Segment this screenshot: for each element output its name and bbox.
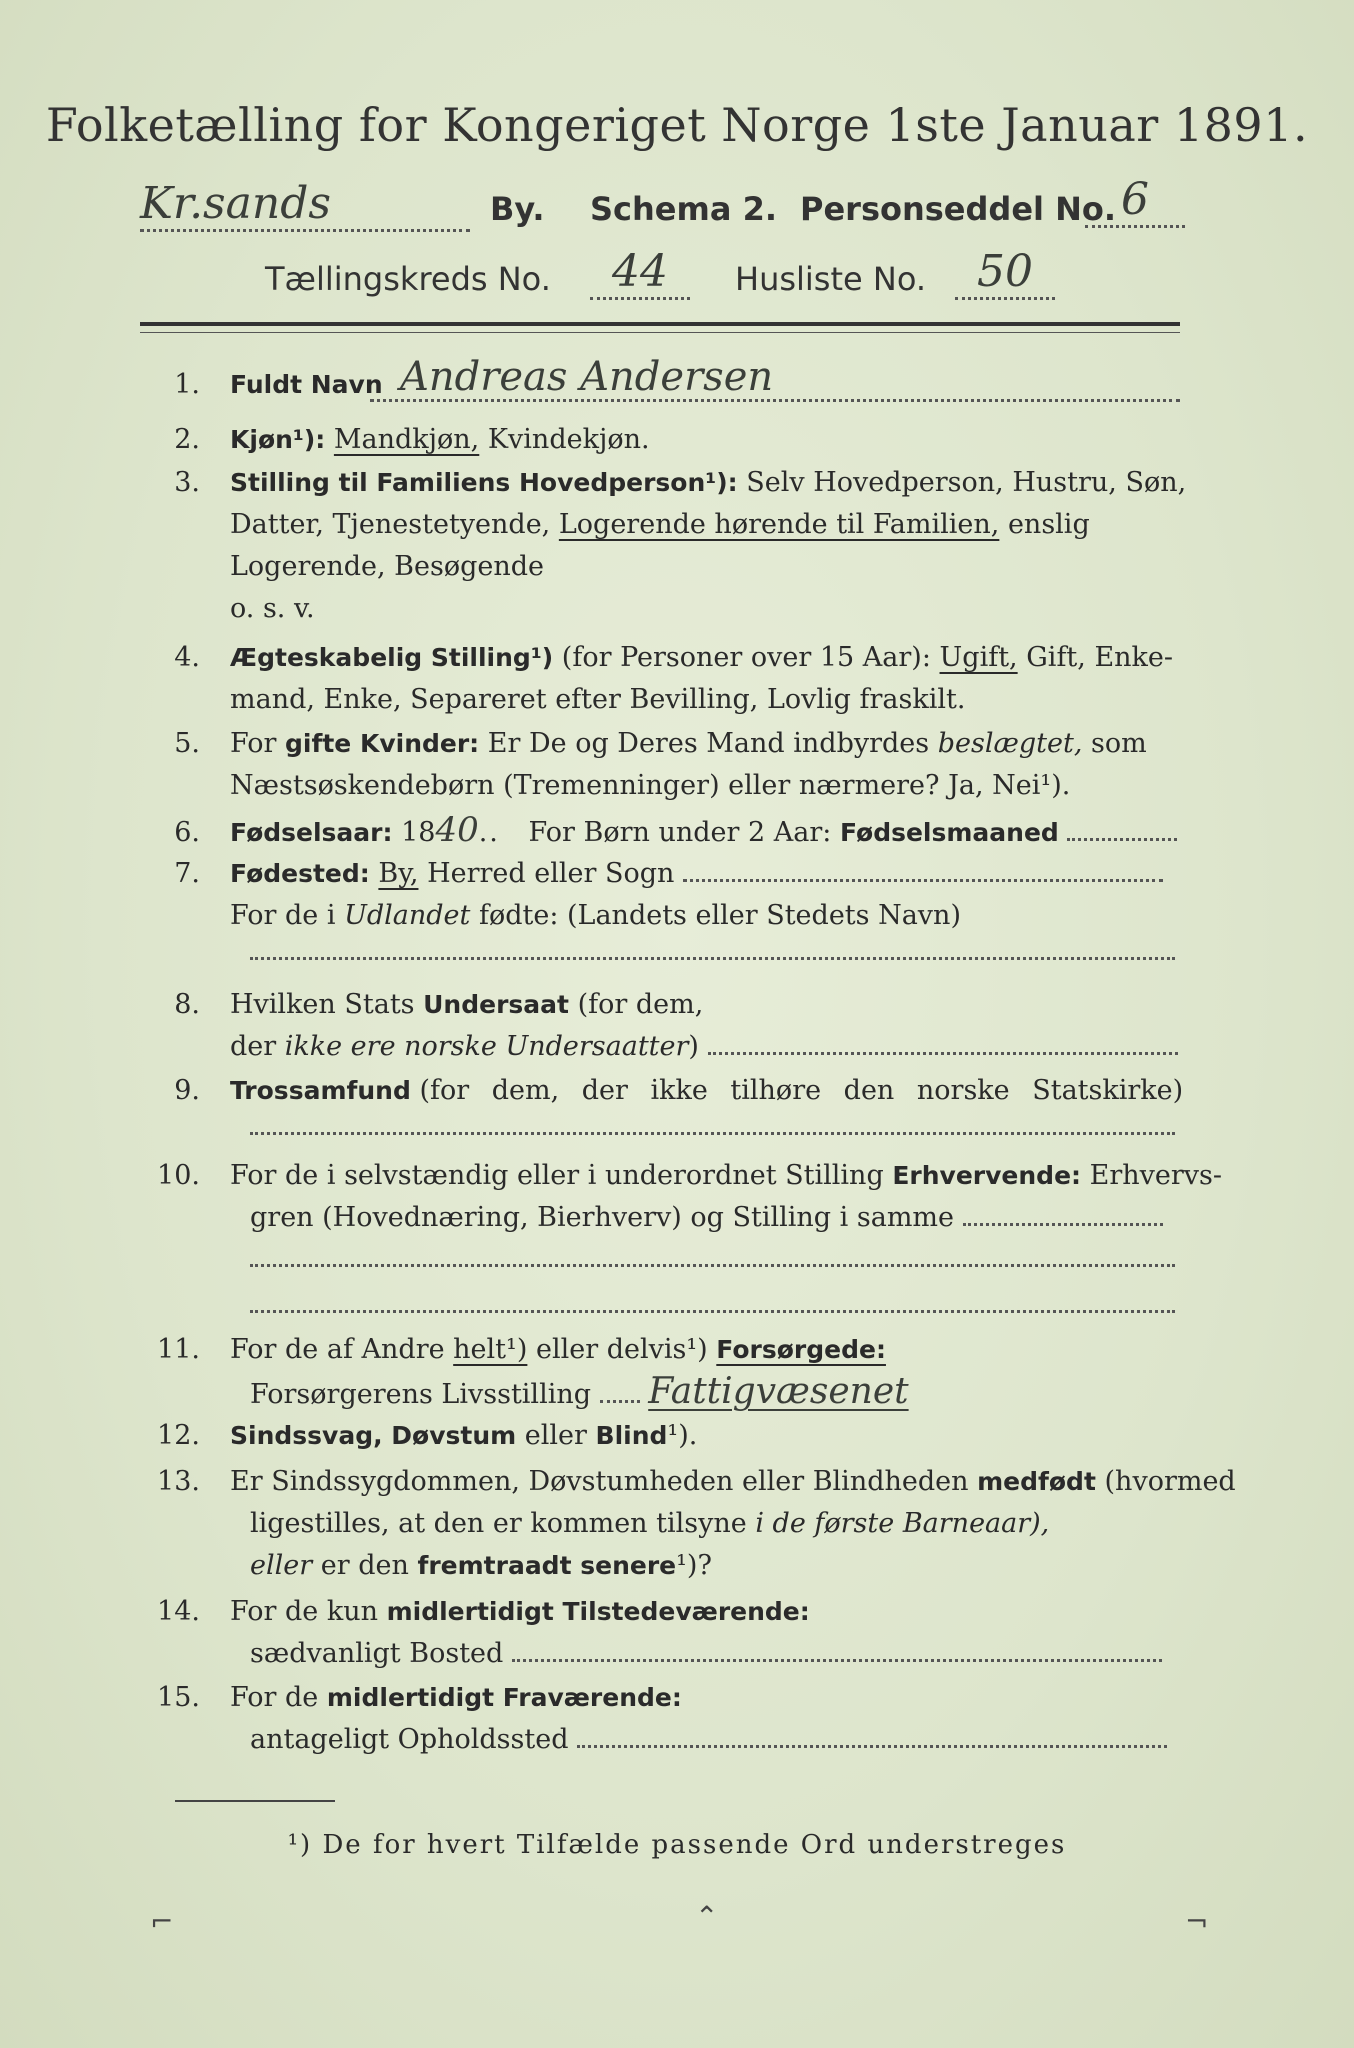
question-10-line-2 [140, 1198, 1180, 1238]
question-15-line-2 [140, 1720, 1180, 1760]
corner-mark-center: ⌃ [695, 1900, 719, 1933]
q10-label: Erhvervende: [892, 1161, 1082, 1190]
q6-birth-year: 40 [435, 810, 479, 850]
q4-option-ugift: Ugift, [939, 642, 1018, 673]
q5-text-1a: For [230, 728, 277, 759]
q2-option-female: Kvindekjøn. [487, 424, 650, 455]
corner-mark-left: ⌐ [150, 1905, 174, 1938]
q15-fill-line [577, 1725, 1167, 1748]
question-14-line-2 [140, 1634, 1180, 1674]
q13-italic-2: eller [250, 1550, 313, 1581]
question-12 [140, 1416, 1180, 1456]
q10-number: 10. [157, 1160, 200, 1191]
q12-label-2: Blind [595, 1421, 668, 1450]
q1-label: Fuldt Navn [230, 370, 383, 399]
kreds-husliste-line [140, 248, 1200, 308]
q5-number: 5. [174, 728, 200, 759]
kreds-label: Tællingskreds No. [265, 260, 551, 298]
q1-answer: Andreas Andersen [400, 354, 774, 400]
q8-fill-line [708, 1032, 1178, 1055]
city-schema-line [140, 174, 1200, 238]
q12-label: Sindssvag, Døvstum [230, 1421, 517, 1450]
q7-fill-line [683, 859, 1163, 882]
q13-text-1a: Er Sindssygdommen, Døvstumheden eller Blindheden [230, 1466, 969, 1497]
q8-text-2b: ) [688, 1031, 699, 1062]
corner-mark-right: ¬ [1185, 1905, 1209, 1938]
q3-text-3: Logerende, Besøgende [230, 551, 544, 582]
question-5 [140, 724, 1180, 764]
q4-text-1b: Gift, Enke- [1026, 642, 1174, 673]
q10-text-1a: For de i selvstændig eller i underordnet Stilling [230, 1160, 884, 1191]
question-4 [140, 638, 1180, 678]
question-1 [140, 354, 1180, 405]
q15-number: 15. [157, 1682, 200, 1713]
q8-text-1b: (for dem, [577, 989, 704, 1020]
q14-number: 14. [157, 1596, 200, 1627]
q6-prefix: 18 [401, 817, 436, 848]
q7-text-2a: For de i [230, 900, 336, 931]
q10-blank-line-1 [250, 1262, 1175, 1267]
q12-text: eller [524, 1420, 587, 1451]
q6-number: 6. [174, 817, 200, 848]
question-3 [140, 463, 1187, 503]
q3-text-1: Selv Hovedperson, Hustru, Søn, [746, 467, 1187, 498]
q13-italic: i de første Barneaar), [755, 1508, 1050, 1539]
q8-number: 8. [174, 989, 200, 1020]
q9-number: 9. [174, 1075, 200, 1106]
q13-label: medfødt [977, 1467, 1096, 1496]
question-13-line-3 [140, 1546, 1180, 1586]
q3-text-2c: enslig [1007, 509, 1090, 540]
header-rule-thin [140, 332, 1180, 333]
question-6: 6. Fødselsaar: 1840.. For Børn under 2 Aar: Fødselsmaaned [140, 810, 1180, 853]
q2-number: 2. [174, 424, 200, 455]
q6-text: For Børn under 2 Aar: [528, 817, 832, 848]
q1-fill-line [370, 379, 1180, 402]
q7-text-1: Herred eller Sogn [427, 858, 675, 889]
q7-option-by: By, [378, 858, 419, 889]
q11-fill-line [600, 1380, 640, 1403]
q5-text-1b: Er De og Deres Mand indbyrdes [487, 728, 930, 759]
q15-text-1: For de [230, 1682, 319, 1713]
q11-option-helt: helt¹) [453, 1334, 528, 1365]
q5-text-1c: som [1091, 728, 1147, 759]
schema-label: Schema 2. [590, 190, 777, 228]
question-7 [140, 854, 1180, 894]
q11-label: Forsørgede: [716, 1335, 886, 1364]
q15-label: midlertidigt Fraværende: [326, 1683, 682, 1712]
q10-fill-line [963, 1203, 1163, 1226]
question-9 [140, 1071, 1184, 1111]
footnote: ¹) De for hvert Tilfælde passende Ord understreges [287, 1830, 1067, 1860]
q5-label: gifte Kvinder: [285, 729, 480, 758]
q14-label: midlertidigt Tilstedeværende: [386, 1597, 810, 1626]
q4-label: Ægteskabelig Stilling¹) [230, 643, 554, 672]
question-11-line-2 [140, 1372, 1180, 1415]
q15-text-2: antageligt Opholdssted [250, 1724, 569, 1755]
q8-label: Undersaat [423, 990, 569, 1019]
q11-text-2: Forsørgerens Livsstilling [250, 1379, 592, 1410]
q9-label: Trossamfund [230, 1076, 411, 1105]
kreds-number: 44 [590, 246, 690, 300]
q4-number: 4. [174, 642, 200, 673]
q3-text-4: o. s. v. [230, 593, 315, 624]
q1-number: 1. [174, 369, 200, 400]
husliste-label: Husliste No. [735, 260, 926, 298]
q4-text-2: mand, Enke, Separeret efter Bevilling, Lovlig fraskilt. [230, 684, 966, 715]
header-rule [140, 322, 1180, 326]
question-10 [140, 1156, 1223, 1196]
q13-text-1b: (hvormed [1104, 1466, 1236, 1497]
q7-italic: Udlandet [344, 900, 471, 931]
question-8-line-2 [140, 1027, 1180, 1067]
q3-label: Stilling til Familiens Hovedperson¹): [230, 468, 738, 497]
q11-text-1a: For de af Andre [230, 1334, 445, 1365]
q13-label-2: fremtraadt senere [417, 1551, 677, 1580]
q2-option-male: Mandkjøn, [333, 424, 480, 455]
q7-text-2b: fødte: (Landets eller Stedets Navn) [478, 900, 961, 931]
q12-tail: ¹). [667, 1420, 698, 1451]
personseddel-label: Personseddel No. [800, 190, 1117, 228]
question-13-line-2 [140, 1504, 1180, 1544]
q6-fill-line [1067, 818, 1177, 841]
question-15 [140, 1678, 1180, 1718]
q8-text-1a: Hvilken Stats [230, 989, 415, 1020]
city-handwritten: Kr.sands [140, 178, 470, 232]
question-5-line-2 [140, 766, 1180, 806]
q5-text-2: Næstsøskendebørn (Tremenninger) eller nærmere? Ja, Nei¹). [230, 770, 1071, 801]
by-label: By. [490, 190, 545, 228]
q6-label: Fødselsaar: [230, 818, 393, 847]
footnote-rule [175, 1800, 335, 1802]
q14-fill-line [512, 1639, 1162, 1662]
question-13 [140, 1462, 1236, 1502]
question-3-line-4 [140, 589, 1180, 629]
question-2 [140, 420, 1180, 460]
q14-text-1: For de kun [230, 1596, 378, 1627]
question-3-line-3 [140, 547, 1180, 587]
q14-text-2: sædvanligt Bosted [250, 1638, 504, 1669]
q13-text-3b: ¹)? [676, 1550, 712, 1581]
question-14 [140, 1592, 1180, 1632]
husliste-number: 50 [955, 246, 1055, 300]
q13-number: 13. [157, 1466, 200, 1497]
q9-text: (for dem, der ikke tilhøre den norske Statskirke) [419, 1075, 1184, 1106]
q2-label: Kjøn¹): [230, 425, 326, 454]
question-4-line-2 [140, 680, 1180, 720]
q7-number: 7. [174, 858, 200, 889]
q11-text-1b: eller delvis¹) [535, 1334, 708, 1365]
q10-text-2: gren (Hovednæring, Bierhverv) og Stilling i samme [250, 1202, 955, 1233]
q4-text-1a: (for Personer over 15 Aar): [561, 642, 931, 673]
q7-blank-line [250, 955, 1175, 960]
q13-text-3a: er den [320, 1550, 409, 1581]
q5-italic: beslægtet, [937, 728, 1083, 759]
q8-italic: ikke ere norske Undersaatter [284, 1031, 689, 1062]
form-title: Folketælling for Kongeriget Norge 1ste Januar 1891. [45, 98, 1309, 152]
q10-blank-line-2 [250, 1308, 1175, 1313]
question-3-line-2 [140, 505, 1180, 545]
q11-number: 11. [157, 1334, 200, 1365]
q3-number: 3. [174, 467, 200, 498]
q3-text-2a: Datter, Tjenestetyende, [230, 509, 551, 540]
personseddel-number: 6 [1085, 174, 1185, 228]
question-8 [140, 985, 1180, 1025]
q13-text-2a: ligestilles, at den er kommen tilsyne [250, 1508, 747, 1539]
question-11 [140, 1330, 1180, 1370]
q12-number: 12. [157, 1420, 200, 1451]
q8-text-2a: der [230, 1031, 277, 1062]
question-7-line-2 [140, 896, 1180, 936]
q6-label-2: Fødselsmaaned [839, 818, 1059, 847]
q11-answer: Fattigvæsenet [648, 1371, 909, 1412]
q7-label: Fødested: [230, 859, 370, 888]
q9-blank-line [250, 1130, 1175, 1135]
q10-text-1b: Erhvervs- [1089, 1160, 1223, 1191]
q3-option-logerende: Logerende hørende til Familien, [558, 509, 1000, 540]
